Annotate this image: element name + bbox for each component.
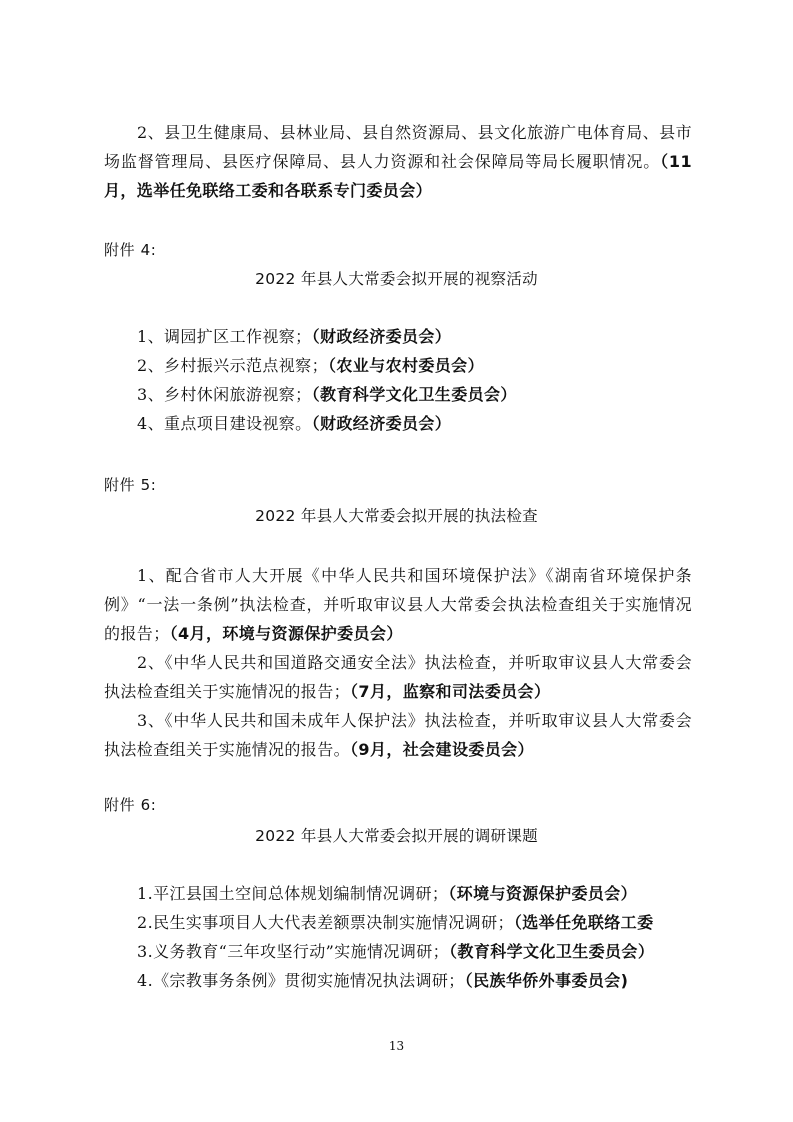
list-item: [137, 912, 653, 934]
paragraph-item-2: [104, 648, 692, 706]
list-item-text: 2、乡村振兴示范点视察；: [137, 356, 328, 375]
attachment-5-label: 附件 5:: [104, 476, 157, 494]
attachment-5-title: 2022 年县人大常委会拟开展的执法检查: [255, 507, 538, 525]
list-item: [137, 355, 484, 377]
list-item-committee: （财政经济委员会）: [311, 327, 452, 346]
list-item: [137, 413, 451, 435]
paragraph-item-2: [104, 118, 692, 205]
list-item-committee: （民族华侨外事委员会): [464, 971, 629, 990]
attachment-6-label: 附件 6:: [104, 796, 157, 814]
list-item-text: 4、重点项目建设视察。: [137, 414, 312, 433]
paragraph-text: 3、《中华人民共和国未成年人保护法》执法检查，并听取审议县人大常委会执法检查组关于实施情况的报告。: [104, 711, 692, 759]
list-item-committee: （选举任免联络工委: [513, 913, 654, 932]
list-item: [137, 326, 451, 348]
list-item-committee: （财政经济委员会）: [311, 414, 452, 433]
list-item: [137, 384, 517, 406]
list-item-committee: （环境与资源保护委员会）: [448, 884, 638, 903]
list-item-text: 3、乡村休闲旅游视察；: [137, 385, 312, 404]
paragraph-bold-note: （4月，环境与资源保护委员会）: [169, 624, 403, 643]
attachment-4-title: 2022 年县人大常委会拟开展的视察活动: [255, 270, 538, 288]
paragraph-item-1: [104, 561, 692, 648]
list-item-committee: （教育科学文化卫生委员会）: [311, 385, 517, 404]
paragraph-bold-note: （7月，监察和司法委员会）: [350, 682, 551, 701]
paragraph-bold-note: （11月，选举任免联络工委和各联系专门委员会）: [104, 152, 692, 200]
list-item-text: 4.《宗教事务条例》贯彻实施情况执法调研；: [137, 971, 465, 990]
list-item-committee: （农业与农村委员会）: [327, 356, 484, 375]
list-item: [137, 970, 628, 992]
list-item-text: 1.平江县国土空间总体规划编制情况调研；: [137, 884, 449, 903]
list-item-committee: （教育科学文化卫生委员会）: [449, 942, 655, 961]
paragraph-item-3: [104, 706, 692, 764]
paragraph-text: 2、县卫生健康局、县林业局、县自然资源局、县文化旅游广电体育局、县市场监督管理局、县医疗保障局、县人力资源和社会保障局等局长履职情况。: [104, 123, 692, 171]
list-item: [137, 941, 654, 963]
paragraph-text: 2、《中华人民共和国道路交通安全法》执法检查，并听取审议县人大常委会执法检查组关于实施情况的报告；: [104, 653, 692, 701]
attachment-4-label: 附件 4:: [104, 241, 157, 259]
list-item-text: 1、调园扩区工作视察；: [137, 327, 312, 346]
list-item-text: 2.民生实事项目人大代表差额票决制实施情况调研；: [137, 913, 514, 932]
paragraph-text: 1、配合省市人大开展《中华人民共和国环境保护法》《湖南省环境保护条例》“一法一条例”执法检查，并听取审议县人大常委会执法检查组关于实施情况的报告；: [104, 566, 692, 643]
page-number: 13: [388, 1039, 405, 1053]
attachment-6-title: 2022 年县人大常委会拟开展的调研课题: [255, 827, 538, 845]
paragraph-bold-note: （9月，社会建设委员会）: [350, 740, 534, 759]
list-item-text: 3.义务教育“三年攻坚行动”实施情况调研；: [137, 942, 450, 961]
list-item: [137, 883, 637, 905]
